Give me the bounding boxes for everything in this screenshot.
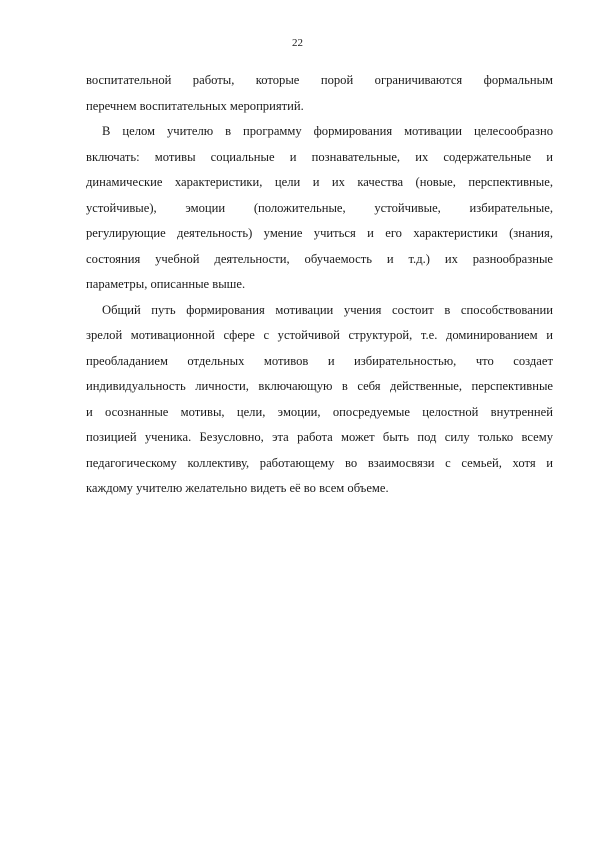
text-line: перечнем воспитательных мероприятий. [86,98,304,113]
text-line: устойчивые), эмоции (положительные, устойчивые, избирательные, [86,200,553,215]
text-line: воспитательной работы, которые порой ограничиваются формальным [86,73,553,87]
text-line: и осознанные мотивы, цели, эмоции, опосредуемые целостной внутренней [86,404,553,419]
text-line: включать: мотивы социальные и познавательные, их содержательные и [86,149,553,164]
text-line: педагогическому коллективу, работающему во взаимосвязи с семьей, хотя и [86,455,553,470]
page-number: 22 [292,37,303,49]
text-line: каждому учителю желательно видеть её во всем объеме. [86,481,389,495]
text-line: зрелой мотивационной сфере с устойчивой структурой, т.е. доминированием и [86,328,553,342]
text-line: позицией ученика. Безусловно, эта работа может быть под силу только всему [86,430,553,444]
body-text [86,68,553,502]
text-line: состояния учебной деятельности, обучаемость и т.д.) их разнообразные [86,251,553,266]
text-line: параметры, описанные выше. [86,277,246,291]
text-line: индивидуальность личности, включающую в себя действенные, перспективные [86,379,553,393]
text-line: Общий путь формирования мотивации учения состоит в способствовании [102,302,553,317]
text-line: преобладанием отдельных мотивов и избирательностью, что создает [86,353,553,368]
text-line: В целом учителю в программу формирования мотивации целесообразно [102,124,553,138]
text-line: динамические характеристики, цели и их качества (новые, перспективные, [86,175,553,189]
text-line: регулирующие деятельность) умение учиться и его характеристики (знания, [86,226,553,240]
